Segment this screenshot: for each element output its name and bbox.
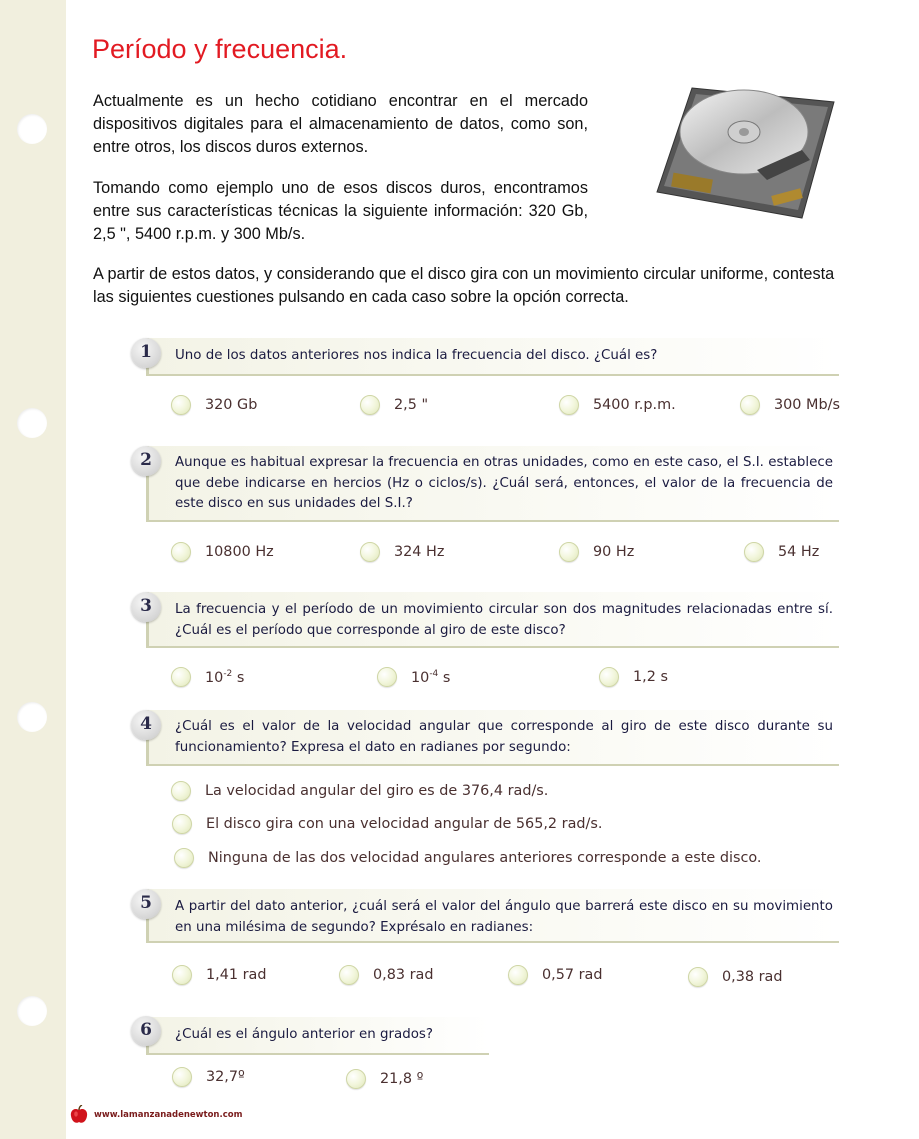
q3-option-c[interactable]: 1,2 s	[599, 667, 668, 687]
q4-option-b[interactable]: El disco gira con una velocidad angular de 565,2 rad/s.	[172, 814, 602, 834]
radio-button[interactable]	[171, 542, 191, 562]
question-5-text: A partir del dato anterior, ¿cuál será el valor del ángulo que barrerá este disco en su movimiento en una milésima de segundo? Exprésalo en radianes:	[175, 899, 833, 935]
question-5-number: 5	[131, 889, 161, 919]
footer-url[interactable]: www.lamanzanadenewton.com	[94, 1110, 243, 1120]
q5-option-d[interactable]: 0,38 rad	[688, 967, 783, 987]
radio-button[interactable]	[377, 667, 397, 687]
question-3-text: La frecuencia y el período de un movimiento circular son dos magnitudes relacionadas entre sí. ¿Cuál es el período que corresponde al giro de este disco?	[175, 602, 833, 638]
question-4-text: ¿Cuál es el valor de la velocidad angular que corresponde al giro de este disco durante su funcionamiento? Expresa el dato en radianes por segundo:	[175, 719, 833, 755]
radio-button[interactable]	[171, 395, 191, 415]
question-6-number: 6	[131, 1016, 161, 1046]
page-title: Período y frecuencia.	[92, 34, 348, 64]
q4-option-a[interactable]: La velocidad angular del giro es de 376,4 rad/s.	[171, 781, 548, 801]
radio-button[interactable]	[339, 965, 359, 985]
q2-option-a[interactable]: 10800 Hz	[171, 542, 274, 562]
radio-button[interactable]	[740, 395, 760, 415]
hard-disk-image	[652, 80, 837, 225]
intro-paragraph-1: Actualmente es un hecho cotidiano encontrar en el mercado dispositivos digitales para el almacenamiento de datos, como son, entre otros, los discos duros externos.	[93, 92, 588, 156]
radio-button[interactable]	[559, 395, 579, 415]
q2-option-d[interactable]: 54 Hz	[744, 542, 819, 562]
q4-option-c[interactable]: Ninguna de las dos velocidad angulares anteriores corresponde a este disco.	[174, 848, 762, 868]
q1-option-a[interactable]: 320 Gb	[171, 395, 257, 415]
radio-button[interactable]	[688, 967, 708, 987]
radio-button[interactable]	[171, 781, 191, 801]
q6-option-b[interactable]: 21,8 º	[346, 1069, 423, 1089]
question-1-number: 1	[131, 338, 161, 368]
q6-option-a[interactable]: 32,7º	[172, 1067, 245, 1087]
q3-option-b[interactable]: $10^{-4}$ s	[377, 667, 450, 687]
q2-option-c[interactable]: 90 Hz	[559, 542, 634, 562]
question-6-text: ¿Cuál es el ángulo anterior en grados?	[175, 1027, 433, 1042]
radio-button[interactable]	[172, 814, 192, 834]
radio-button[interactable]	[171, 667, 191, 687]
radio-button[interactable]	[172, 965, 192, 985]
question-2-text: Aunque es habitual expresar la frecuencia en otras unidades, como en este caso, el S.I. establece que debe indicarse en hercios (Hz o ciclos/s). ¿Cuál será, entonces, el valor de la frecuencia de este disco en sus unidades del S.I.?	[175, 455, 833, 511]
intro-paragraph-2: Tomando como ejemplo uno de esos discos duros, encontramos entre sus características técnicas la siguiente información: 320 Gb, 2,5 ", 5400 r.p.m. y 300 Mb/s.	[93, 179, 588, 243]
q5-option-b[interactable]: 0,83 rad	[339, 965, 434, 985]
radio-button[interactable]	[172, 1067, 192, 1087]
binder-hole	[17, 996, 47, 1026]
radio-button[interactable]	[346, 1069, 366, 1089]
binder-strip	[0, 0, 66, 1139]
q3-option-a[interactable]: $10^{-2}$ s	[171, 667, 244, 687]
q1-option-c[interactable]: 5400 r.p.m.	[559, 395, 676, 415]
binder-hole	[17, 408, 47, 438]
question-4-number: 4	[131, 710, 161, 740]
question-1-text: Uno de los datos anteriores nos indica la frecuencia del disco. ¿Cuál es?	[175, 348, 658, 363]
q5-option-a[interactable]: 1,41 rad	[172, 965, 267, 985]
intro-paragraph-3: A partir de estos datos, y considerando que el disco gira con un movimiento circular uniforme, contesta las siguientes cuestiones pulsando en cada caso sobre la opción correcta.	[93, 265, 835, 306]
q5-option-c[interactable]: 0,57 rad	[508, 965, 603, 985]
radio-button[interactable]	[744, 542, 764, 562]
q1-option-d[interactable]: 300 Mb/s	[740, 395, 840, 415]
radio-button[interactable]	[559, 542, 579, 562]
radio-button[interactable]	[360, 542, 380, 562]
apple-icon	[70, 1105, 88, 1125]
binder-hole	[17, 114, 47, 144]
question-3-number: 3	[131, 592, 161, 622]
radio-button[interactable]	[599, 667, 619, 687]
radio-button[interactable]	[360, 395, 380, 415]
footer	[70, 1105, 242, 1125]
radio-button[interactable]	[508, 965, 528, 985]
q2-option-b[interactable]: 324 Hz	[360, 542, 444, 562]
binder-hole	[17, 702, 47, 732]
q1-option-b[interactable]: 2,5 "	[360, 395, 428, 415]
radio-button[interactable]	[174, 848, 194, 868]
question-2-number: 2	[131, 446, 161, 476]
